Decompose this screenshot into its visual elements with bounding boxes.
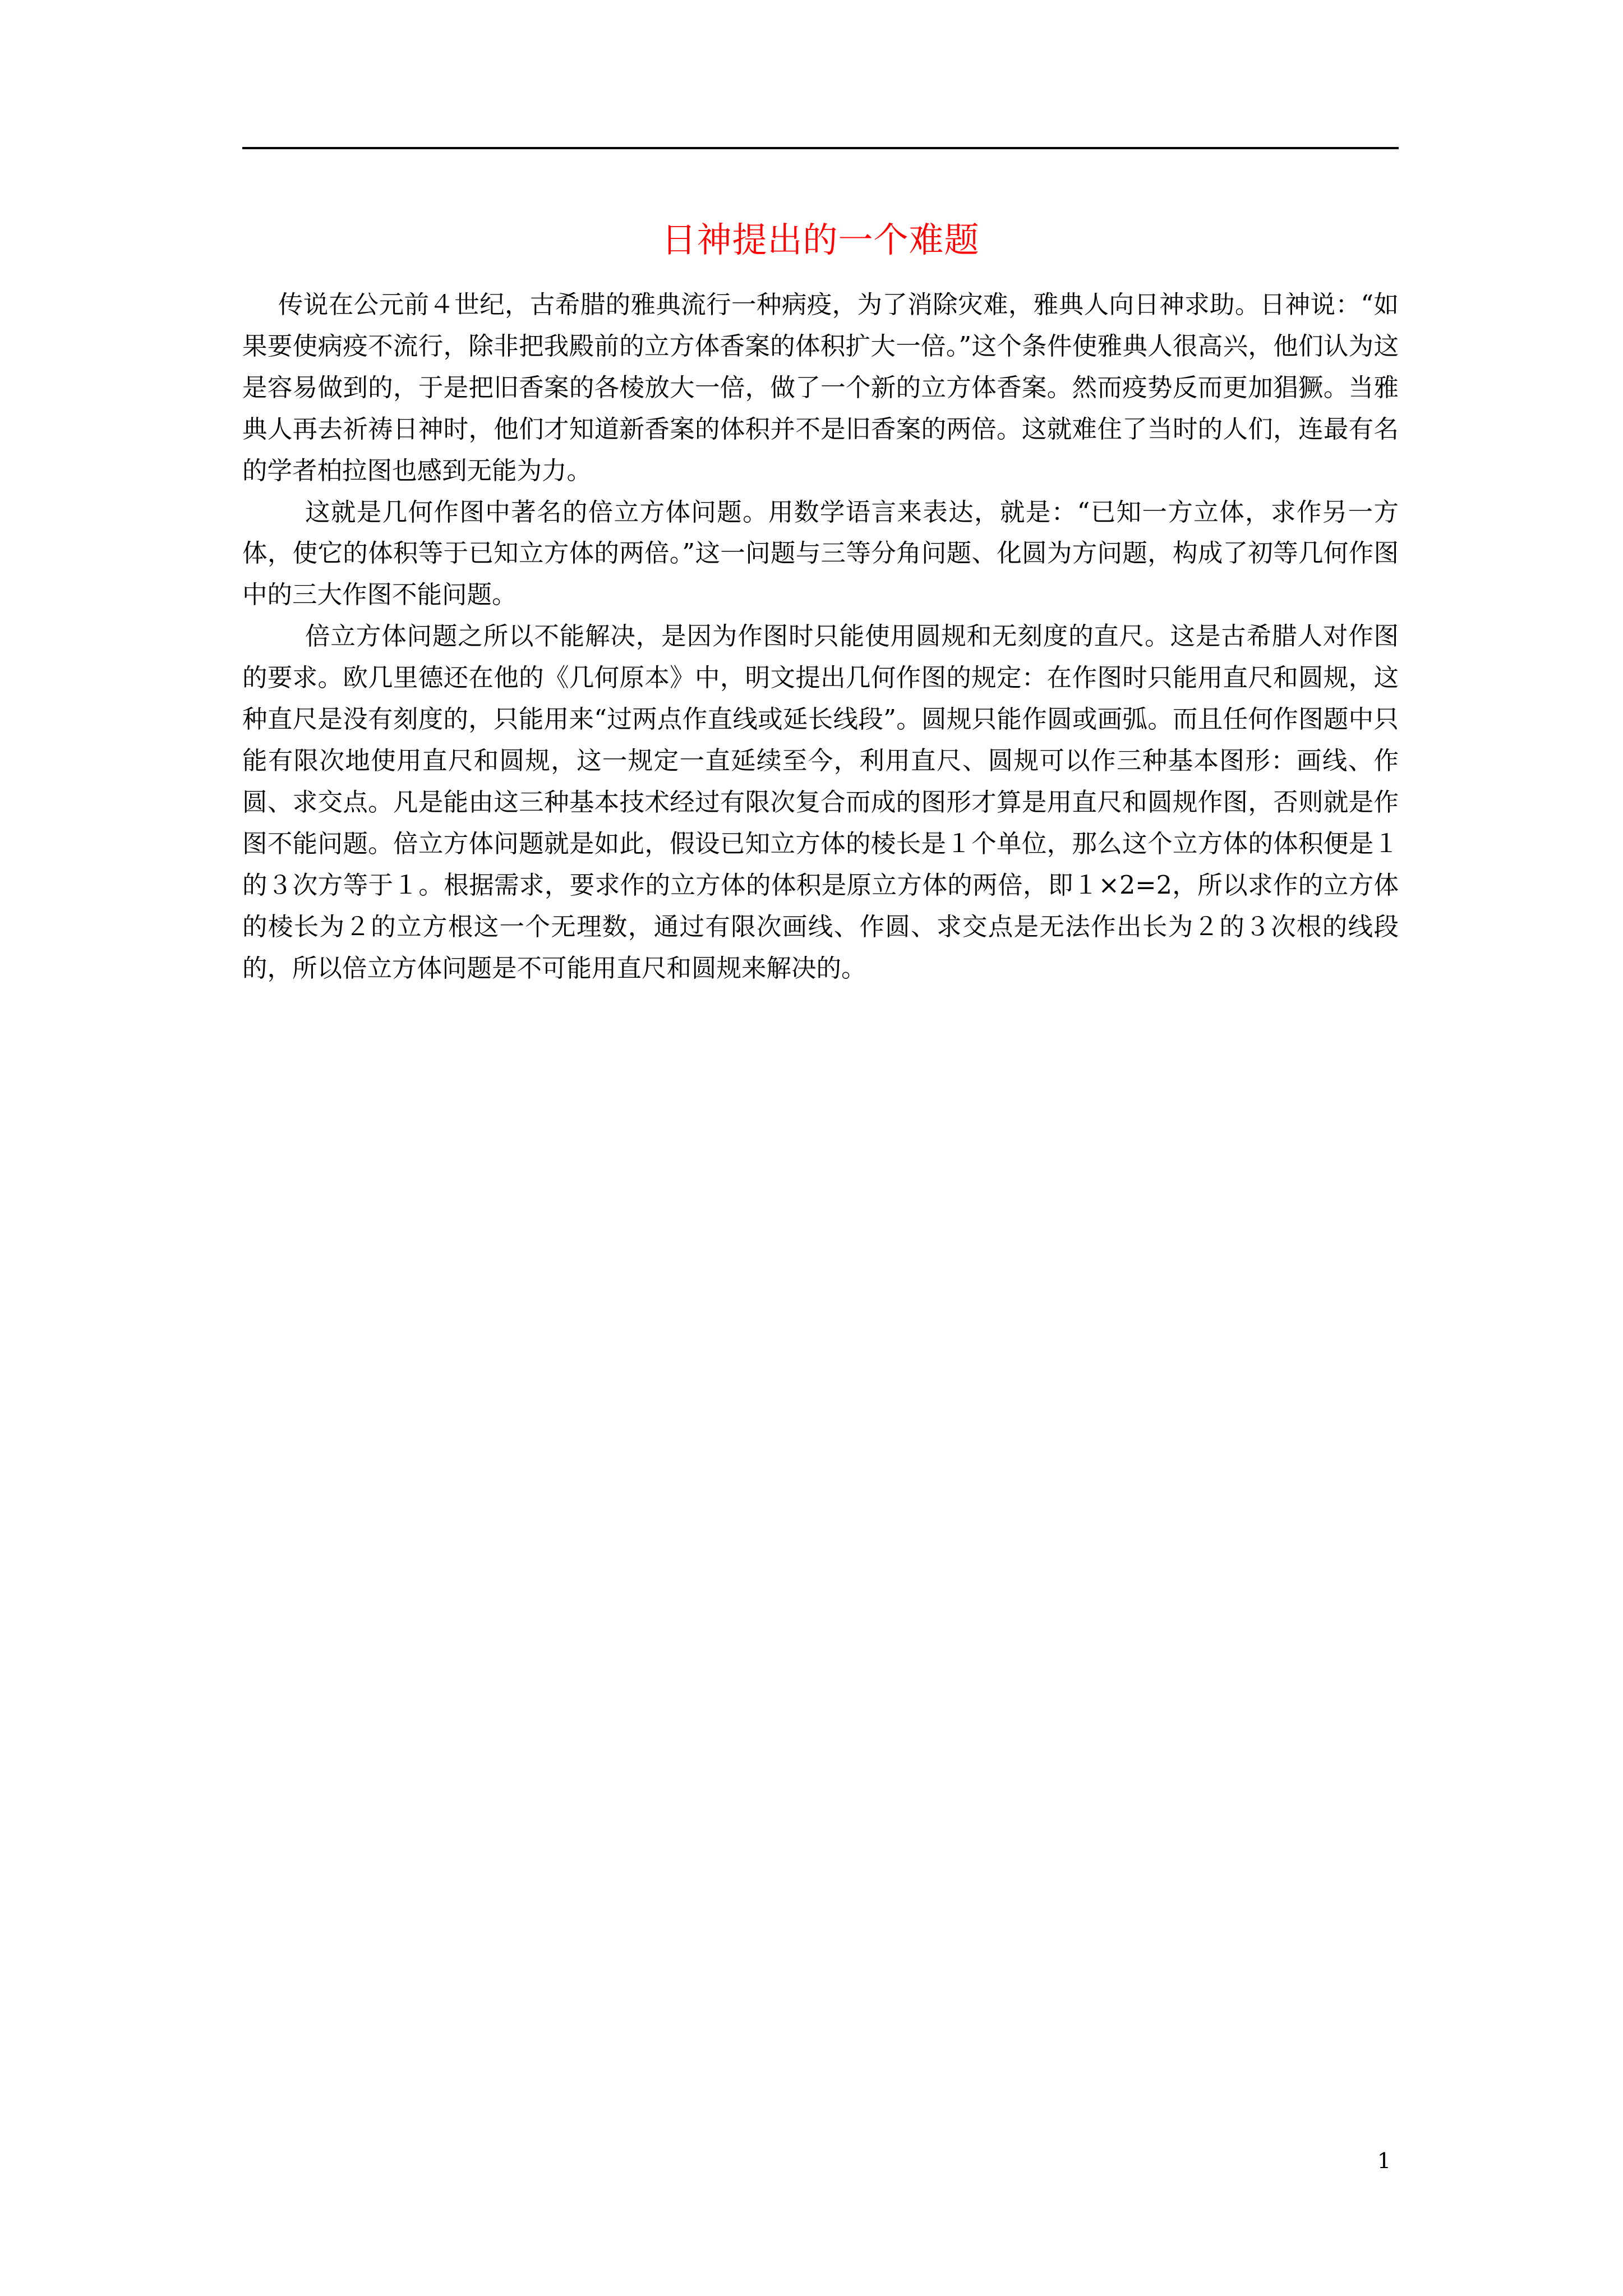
header-rule: [242, 147, 1399, 149]
page-number: 1: [1377, 2148, 1391, 2173]
paragraph-2: 这就是几何作图中著名的倍立方体问题。用数学语言来表达，就是：“已知一方立体，求作另一方体，使它的体积等于已知立方体的两倍。”这一问题与三等分角问题、化圆为方问题，构成了初等几何作图中的三大作图不能问题。: [242, 498, 1399, 610]
document-body: [242, 284, 1399, 989]
paragraph-3: 倍立方体问题之所以不能解决，是因为作图时只能使用圆规和无刻度的直尺。这是古希腊人对作图的要求。欧几里德还在他的《几何原本》中，明文提出几何作图的规定：在作图时只能用直尺和圆规，这种直尺是没有刻度的，只能用来“过两点作直线或延长线段”。圆规只能作圆或画弧。而且任何作图题中只能有限次地使用直尺和圆规，这一规定一直延续至今，利用直尺、圆规可以作三种基本图形：画线、作圆、求交点。凡是能由这三种基本技术经过有限次复合而成的图形才算是用直尺和圆规作图，否则就是作图不能问题。倍立方体问题就是如此，假设已知立方体的棱长是１个单位，那么这个立方体的体积便是１的３次方等于１。根据需求，要求作的立方体的体积是原立方体的两倍，即１×2=2，所以求作的立方体的棱长为２的立方根这一个无理数，通过有限次画线、作圆、求交点是无法作出长为２的３次根的线段的，所以倍立方体问题是不可能用直尺和圆规来解决的。: [242, 622, 1399, 983]
document-title: 日神提出的一个难题: [661, 219, 980, 260]
paragraph-1: 传说在公元前４世纪，古希腊的雅典流行一种病疫，为了消除灾难，雅典人向日神求助。日神说：“如果要使病疫不流行，除非把我殿前的立方体香案的体积扩大一倍。”这个条件使雅典人很高兴，他们认为这是容易做到的，于是把旧香案的各棱放大一倍，做了一个新的立方体香案。然而疫势反而更加猖獗。当雅典人再去祈祷日神时，他们才知道新香案的体积并不是旧香案的两倍。这就难住了当时的人们，连最有名的学者柏拉图也感到无能为力。: [242, 291, 1399, 485]
